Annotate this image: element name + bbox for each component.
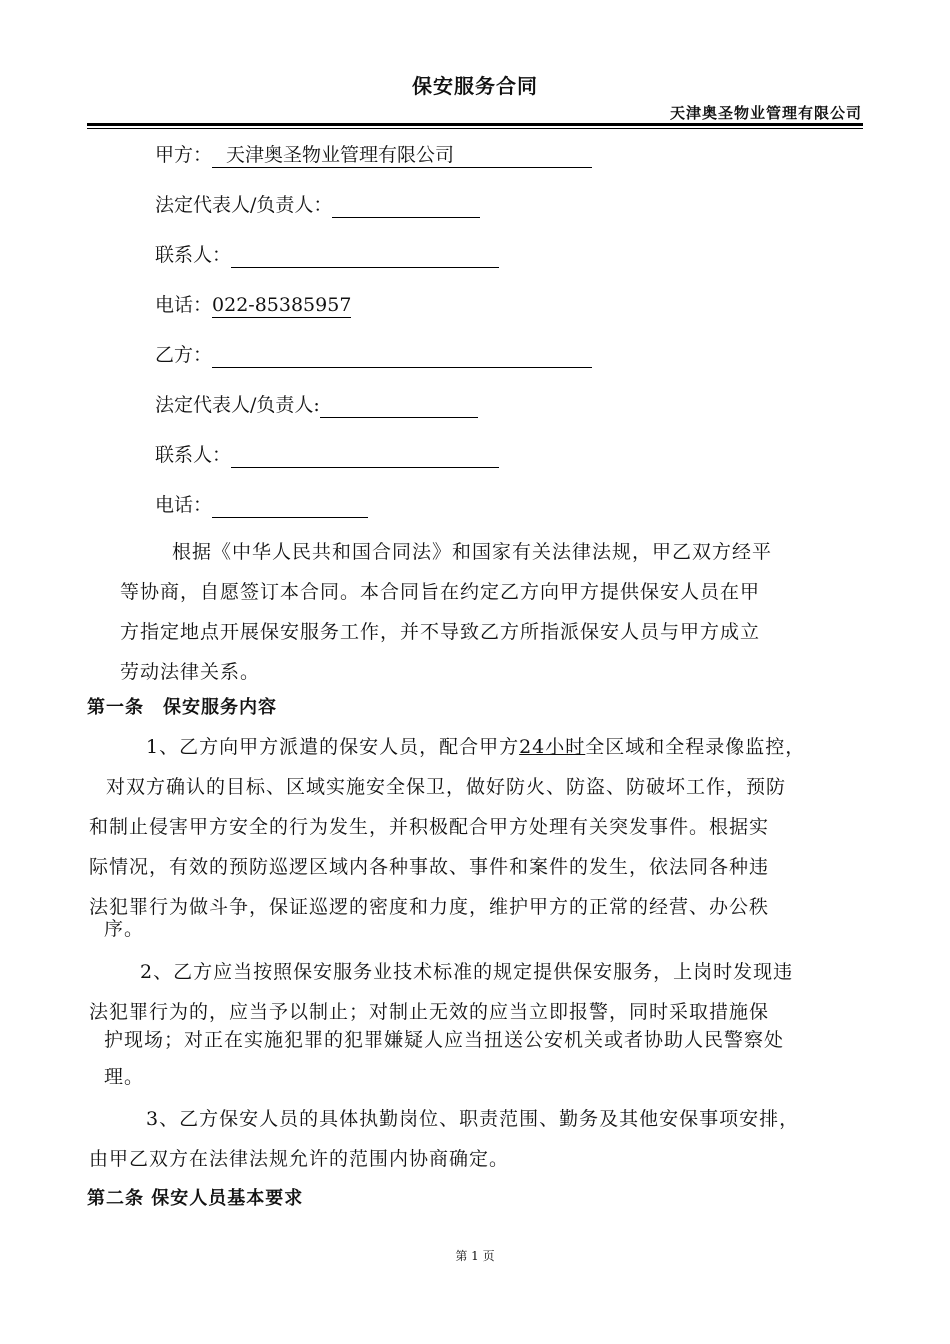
intro-line-3: 方指定地点开展保安服务工作，并不导致乙方所指派保安人员与甲方成立 bbox=[120, 621, 761, 643]
intro-line-1: 根据《中华人民共和国合同法》和国家有关法律法规，甲乙双方经平 bbox=[172, 541, 773, 563]
article-1-24-hours: 24小时 bbox=[519, 736, 586, 758]
header-rule-thick bbox=[87, 123, 863, 126]
article-1-heading: 第一条 保安服务内容 bbox=[87, 697, 277, 718]
party-a-row bbox=[155, 142, 592, 168]
party-b-contact-blank bbox=[231, 443, 499, 468]
intro-line-2: 等协商，自愿签订本合同。本合同旨在约定乙方向甲方提供保安人员在甲 bbox=[120, 581, 761, 603]
party-b-rep-row bbox=[155, 392, 478, 418]
article-1-item-2-line-1: 2、乙方应当按照保安服务业技术标准的规定提供保安服务，上岗时发现违 bbox=[140, 961, 794, 983]
party-a-rep-row bbox=[155, 192, 480, 218]
party-b-phone-label: 电话： bbox=[155, 494, 213, 516]
article-1-item-1-line-1 bbox=[146, 727, 805, 768]
party-a-contact-blank bbox=[231, 243, 499, 268]
header-rule-thin bbox=[87, 128, 863, 129]
party-b-name-blank bbox=[212, 343, 592, 368]
article-1-item-1-line-5: 法犯罪行为做斗争，保证巡逻的密度和力度，维护甲方的正常的经营、办公秩 bbox=[89, 896, 770, 918]
party-a-phone-row bbox=[155, 292, 351, 318]
article-1-item-2-line-4: 理。 bbox=[104, 1066, 145, 1088]
article-1-item-2-line-3: 护现场；对正在实施犯罪的犯罪嫌疑人应当扭送公安机关或者协助人民警察处 bbox=[104, 1029, 785, 1051]
party-a-rep-label: 法定代表人/负责人： bbox=[155, 194, 333, 216]
article-1-item-1-line-3: 和制止侵害甲方安全的行为发生，并积极配合甲方处理有关突发事件。根据实 bbox=[89, 816, 770, 838]
page-number: 第 1 页 bbox=[455, 1249, 495, 1263]
party-a-name: 天津奥圣物业管理有限公司 bbox=[212, 143, 592, 168]
article-1-item-1-line-6: 序。 bbox=[104, 918, 145, 940]
article-1-item-1-post: 全区域和全程录像监控， bbox=[585, 736, 806, 758]
party-b-row bbox=[155, 342, 592, 368]
party-a-rep-blank bbox=[332, 193, 480, 218]
article-1-item-3-line-1: 3、乙方保安人员的具体执勤岗位、职责范围、勤务及其他安保事项安排， bbox=[146, 1108, 800, 1130]
article-1-item-1-pre: 1、乙方向甲方派遣的保安人员，配合甲方 bbox=[146, 736, 520, 758]
party-a-contact-row bbox=[155, 242, 499, 268]
party-b-rep-blank bbox=[320, 393, 478, 418]
party-a-contact-label: 联系人： bbox=[155, 244, 232, 266]
party-b-contact-row bbox=[155, 442, 499, 468]
article-1-item-1-line-2: 对双方确认的目标、区域实施安全保卫，做好防火、防盗、防破坏工作，预防 bbox=[106, 776, 787, 798]
article-2-heading: 第二条 保安人员基本要求 bbox=[87, 1188, 304, 1209]
party-a-phone-label: 电话： bbox=[155, 294, 213, 316]
article-1-item-1-line-4: 际情况，有效的预防巡逻区域内各种事故、事件和案件的发生，依法同各种违 bbox=[89, 856, 770, 878]
party-b-label: 乙方： bbox=[155, 344, 213, 366]
document-title: 保安服务合同 bbox=[412, 74, 538, 98]
article-1-item-2-line-2: 法犯罪行为的，应当予以制止；对制止无效的应当立即报警，同时采取措施保 bbox=[89, 1001, 770, 1023]
party-a-label: 甲方： bbox=[155, 144, 213, 166]
party-a-phone: 022-85385957 bbox=[212, 294, 352, 316]
intro-line-4: 劳动法律关系。 bbox=[120, 661, 261, 683]
party-b-phone-row bbox=[155, 492, 368, 518]
party-b-phone-blank bbox=[212, 493, 368, 518]
header-company-name: 天津奥圣物业管理有限公司 bbox=[669, 104, 862, 122]
party-b-rep-label: 法定代表人/负责人: bbox=[155, 394, 320, 416]
party-b-contact-label: 联系人： bbox=[155, 444, 232, 466]
article-1-item-3-line-2: 由甲乙双方在法律法规允许的范围内协商确定。 bbox=[89, 1148, 510, 1170]
